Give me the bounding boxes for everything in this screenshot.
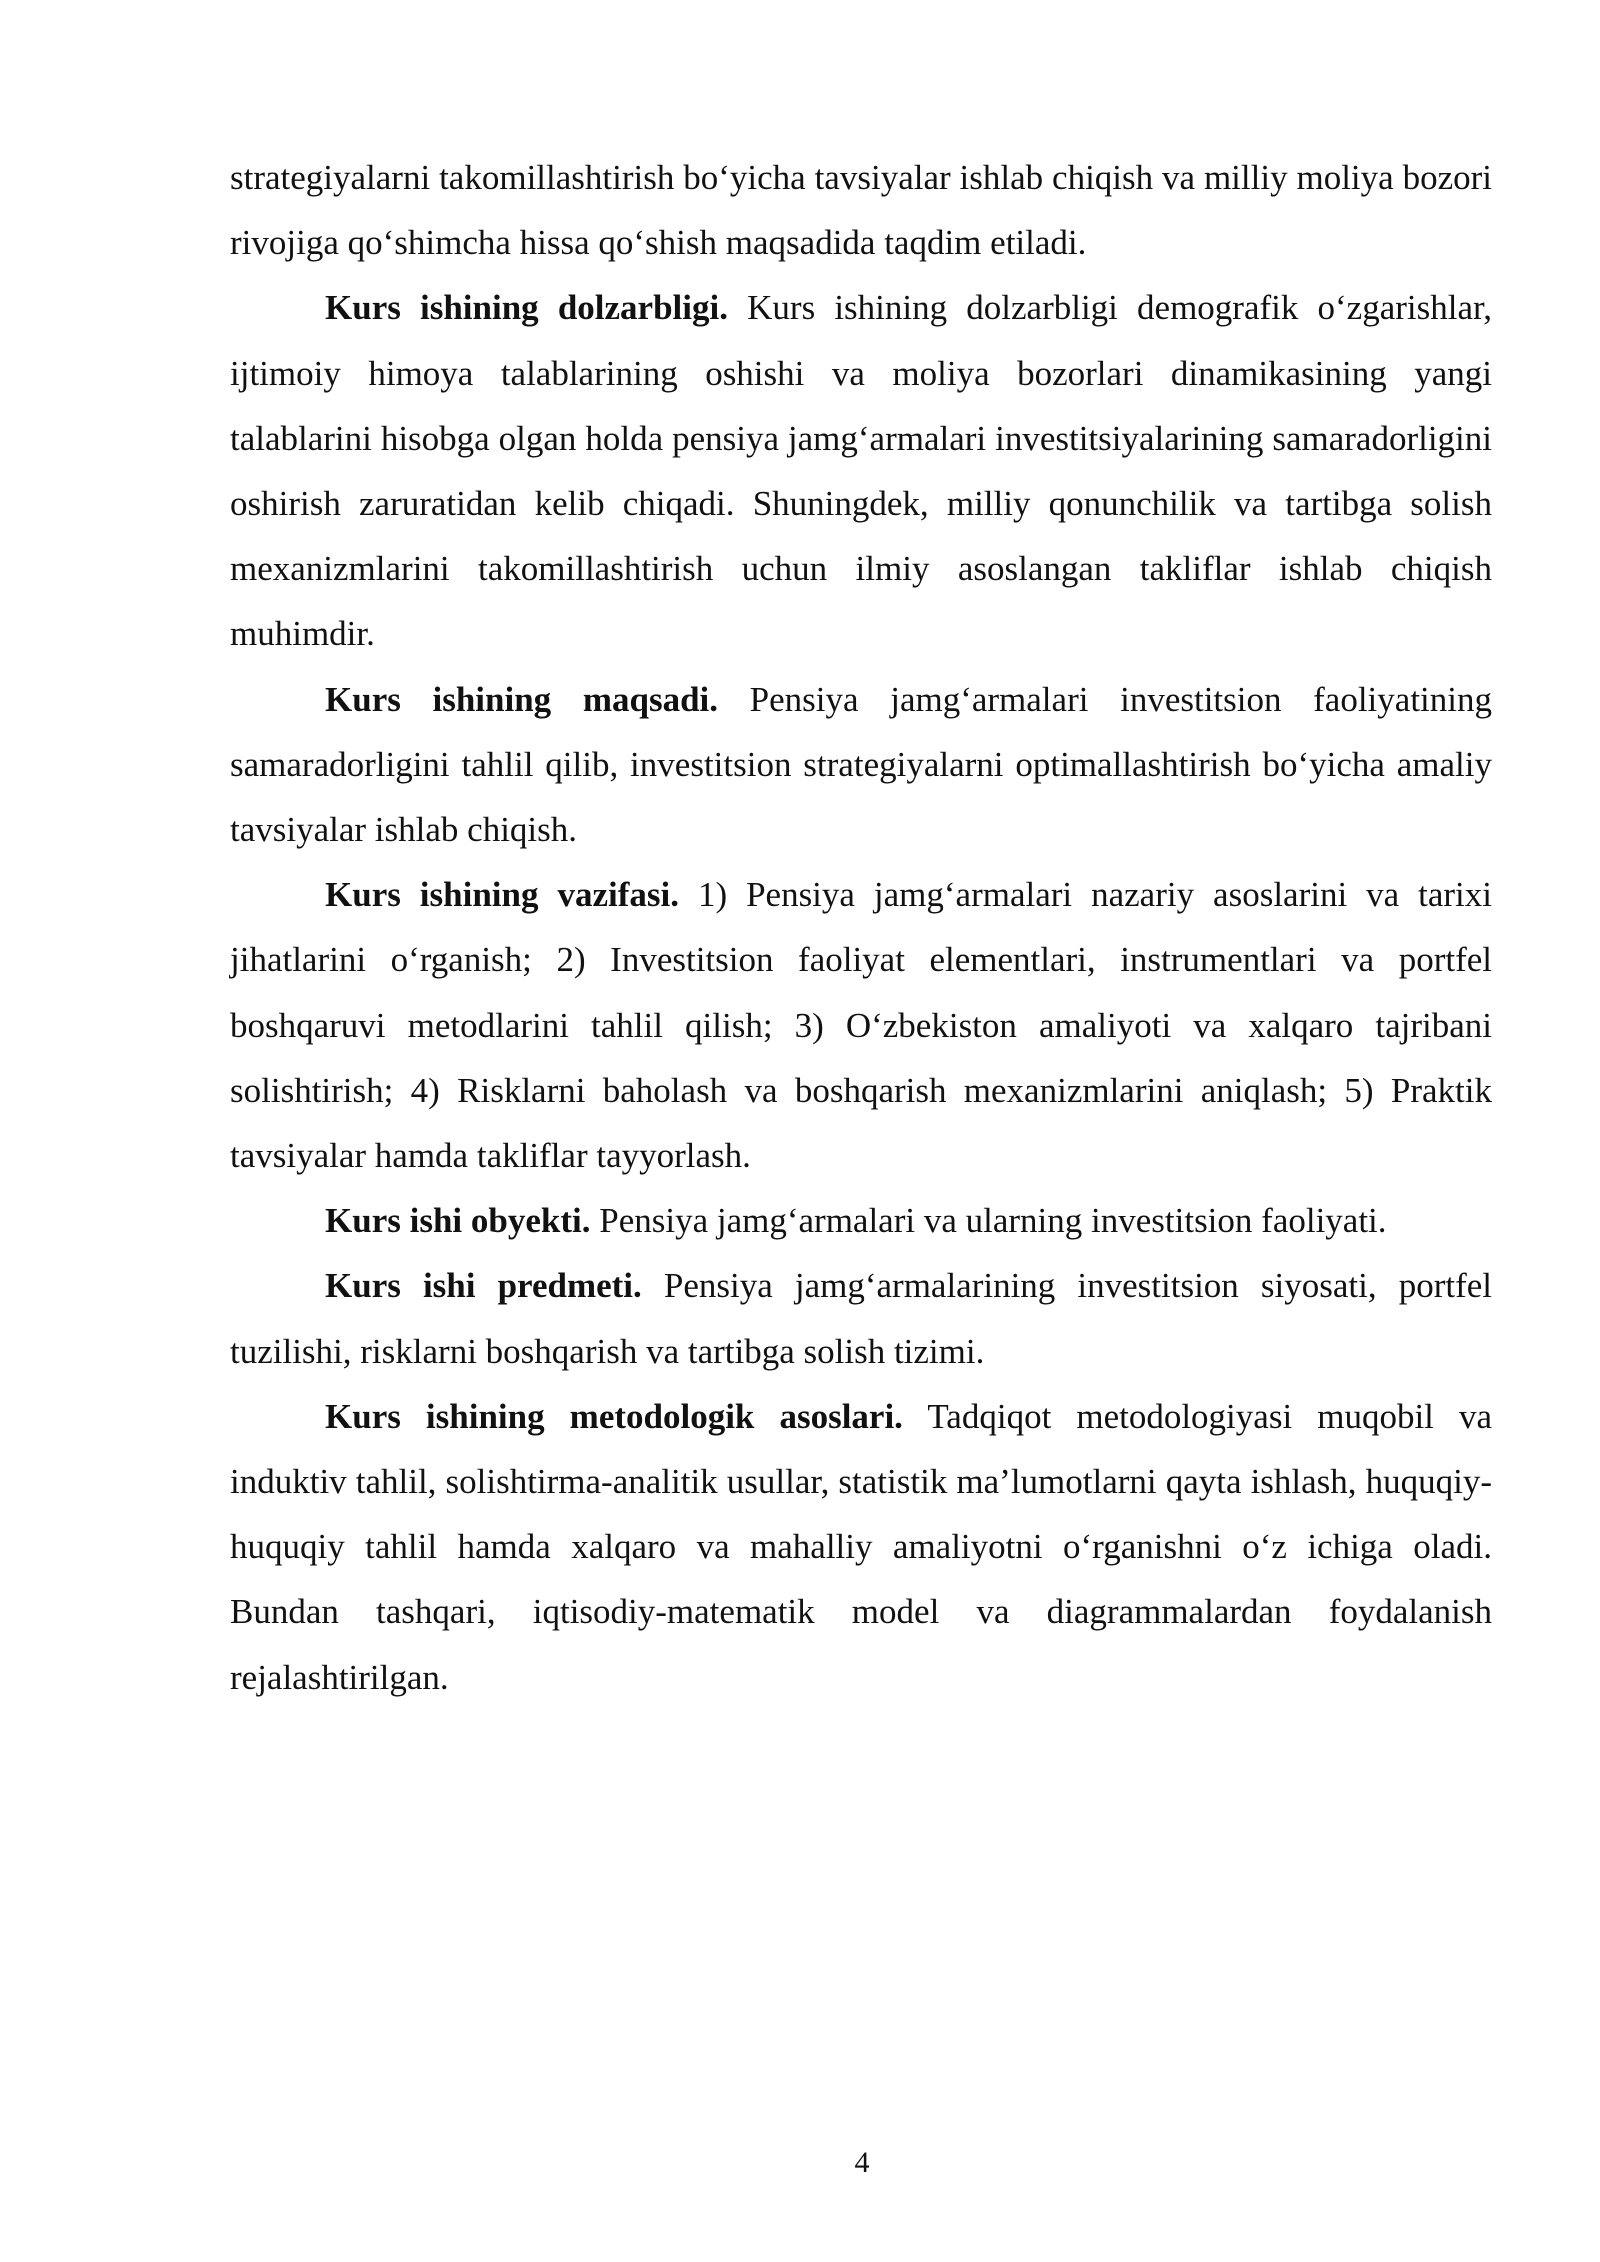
paragraph-object [230, 1188, 1492, 1253]
paragraph-goal [230, 667, 1492, 863]
paragraph-heading: Kurs ishining maqsadi. [325, 679, 719, 719]
paragraph-heading: Kurs ishining dolzarbligi. [325, 288, 728, 328]
paragraph-methodology [230, 1384, 1492, 1710]
paragraph-text: Pensiya jamg‘armalari investitsion faoliyatining samaradorligini tahlil qilib, investitsion strategiyalarni optimallashtirish bo‘yicha amaliy tavsiyalar ishlab chiqish. [230, 679, 1492, 850]
paragraph-subject [230, 1253, 1492, 1383]
paragraph-heading: Kurs ishi predmeti. [325, 1266, 642, 1306]
paragraph-relevance [230, 275, 1492, 666]
paragraph-text: Tadqiqot metodologiyasi muqobil va induktiv tahlil, solishtirma-analitik usullar, statistik ma’lumotlarni qayta ishlash, huquqiy-huquqiy tahlil hamda xalqaro va mahalliy amaliyotni o‘rganishni o‘z ichiga oladi. Bundan tashqari, iqtisodiy-matematik model va diagrammalardan foydalanish rejalashtirilgan. [230, 1396, 1493, 1697]
document-body [230, 145, 1492, 1710]
paragraph-tasks [230, 862, 1492, 1188]
paragraph-text: strategiyalarni takomillashtirish bo‘yicha tavsiyalar ishlab chiqish va milliy moliya bozori rivojiga qo‘shimcha hissa qo‘shish maqsadida taqdim etiladi. [230, 158, 1492, 263]
paragraph-heading: Kurs ishining vazifasi. [325, 875, 679, 915]
paragraph-heading: Kurs ishining metodologik asoslari. [325, 1396, 903, 1436]
paragraph-text: Pensiya jamg‘armalarining investitsion siyosati, portfel tuzilishi, risklarni boshqarish va tartibga solish tizimi. [230, 1266, 1493, 1371]
page-number: 4 [854, 2146, 870, 2179]
paragraph-text: Kurs ishining dolzarbligi demografik o‘zgarishlar, ijtimoiy himoya talablarining oshishi va moliya bozorlari dinamikasining yangi talablarini hisobga olgan holda pensiya jamg‘armalari investitsiyalarining samaradorligini oshirish zaruratidan kelib chiqadi. Shuningdek, milliy qonunchilik va tartibga solish mexanizmlarini takomillashtirish uchun ilmiy asoslangan takliflar ishlab chiqish muhimdir. [230, 288, 1493, 654]
paragraph-text: 1) Pensiya jamg‘armalari nazariy asoslarini va tarixi jihatlarini o‘rganish; 2) Investitsion faoliyat elementlari, instrumentlari va portfel boshqaruvi metodlarini tahlil qilish; 3) O‘zbekiston amaliyoti va xalqaro tajribani solishtirish; 4) Risklarni baholash va boshqarish mexanizmlarini aniqlash; 5) Praktik tavsiyalar hamda takliflar tayyorlash. [230, 875, 1493, 1176]
paragraph-continuation [230, 145, 1492, 275]
paragraph-text: Pensiya jamg‘armalari va ularning investitsion faoliyati. [590, 1201, 1387, 1241]
paragraph-heading: Kurs ishi obyekti. [325, 1201, 591, 1241]
